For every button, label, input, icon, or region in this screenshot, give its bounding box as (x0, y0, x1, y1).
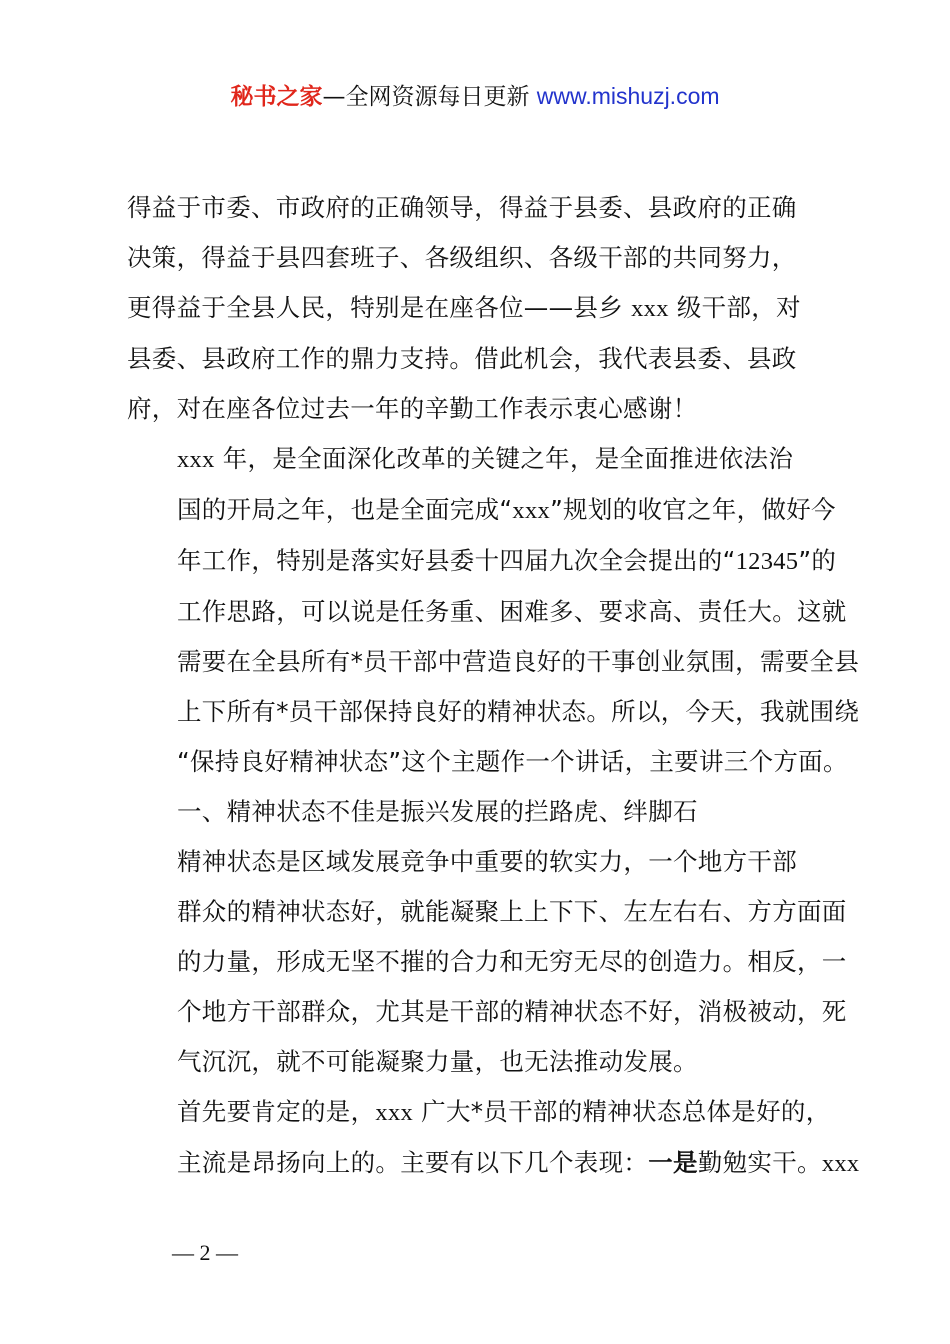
text-line (127, 485, 835, 536)
text-segment: ”规划的收官之年，做好今 (550, 495, 836, 524)
section-heading-1: 一、精神状态不佳是振兴发展的拦路虎、绊脚石 (177, 797, 698, 826)
text-line: 上下所有*员干部保持良好的精神状态。所以，今天，我就围绕 (177, 697, 860, 726)
text-line: 府，对在座各位过去一年的辛勤工作表示衷心感谢！ (127, 394, 698, 423)
text-line: 决策，得益于县四套班子、各级组织、各级干部的共同努力， (127, 243, 797, 272)
page-number: — 2 — (172, 1240, 238, 1265)
site-header (0, 80, 950, 113)
text-segment: 主流是昂扬向上的。主要有以下几个表现： (177, 1148, 649, 1177)
text-segment: 年工作，特别是落实好县委十四届九次全会提出的“ (177, 546, 736, 575)
document-body (127, 183, 860, 1189)
text-line: “保持良好精神状态”这个主题作一个讲话，主要讲三个方面。 (177, 747, 848, 776)
paragraph-4 (127, 1087, 860, 1189)
paragraph-1 (127, 183, 835, 434)
placeholder-xxx: xxx (375, 1099, 414, 1126)
text-segment: 更得益于全县人民，特别是在座各位——县乡 (127, 293, 632, 322)
text-segment: 首先要肯定的是， (177, 1097, 376, 1126)
text-line (127, 536, 835, 587)
text-line: 气沉沉，就不可能凝聚力量，也无法推动发展。 (177, 1047, 698, 1076)
text-segment: 广大*员干部的精神状态总体是好的， (413, 1097, 831, 1126)
text-line: 得益于市委、市政府的正确领导，得益于县委、县政府的正确 (127, 193, 797, 222)
brand-name: 秘书之家 (230, 84, 323, 110)
text-segment: 勤勉实干。 (697, 1148, 822, 1177)
text-line: 县委、县政府工作的鼎力支持。借此机会，我代表县委、县政 (127, 344, 797, 373)
text-line: 需要在全县所有*员干部中营造良好的干事创业氛围，需要全县 (177, 647, 860, 676)
number-12345: 12345 (735, 548, 799, 575)
placeholder-xxx: xxx (512, 497, 551, 524)
text-line: 的力量，形成无坚不摧的合力和无穷无尽的创造力。相反，一 (177, 947, 847, 976)
header-url[interactable]: www.mishuzj.com (536, 83, 720, 109)
text-line (127, 1138, 860, 1189)
text-line (177, 444, 793, 473)
text-segment: ”的 (798, 546, 837, 575)
text-segment: 级干部，对 (668, 293, 801, 322)
text-line: 群众的精神状态好，就能凝聚上上下下、左左右右、方方面面 (177, 897, 847, 926)
text-line (177, 1097, 831, 1126)
paragraph-2 (127, 434, 860, 787)
text-segment: 国的开局之年，也是全面完成“ (177, 495, 513, 524)
header-slogan: —全网资源每日更新 (322, 84, 530, 110)
text-segment: 年，是全面深化改革的关键之年，是全面推进依法治 (214, 444, 794, 473)
emphasis-first: 一是 (648, 1148, 698, 1177)
placeholder-xxx: xxx (177, 446, 215, 473)
paragraph-3 (127, 837, 847, 1087)
text-line: 精神状态是区域发展竞争中重要的软实力，一个地方干部 (177, 847, 797, 876)
text-line: 工作思路，可以说是任务重、困难多、要求高、责任大。这就 (177, 597, 847, 626)
text-line: 个地方干部群众，尤其是干部的精神状态不好，消极被动，死 (177, 997, 847, 1026)
placeholder-xxx: xxx (631, 295, 669, 322)
text-line (127, 283, 835, 334)
placeholder-xxx: xxx (821, 1150, 860, 1177)
